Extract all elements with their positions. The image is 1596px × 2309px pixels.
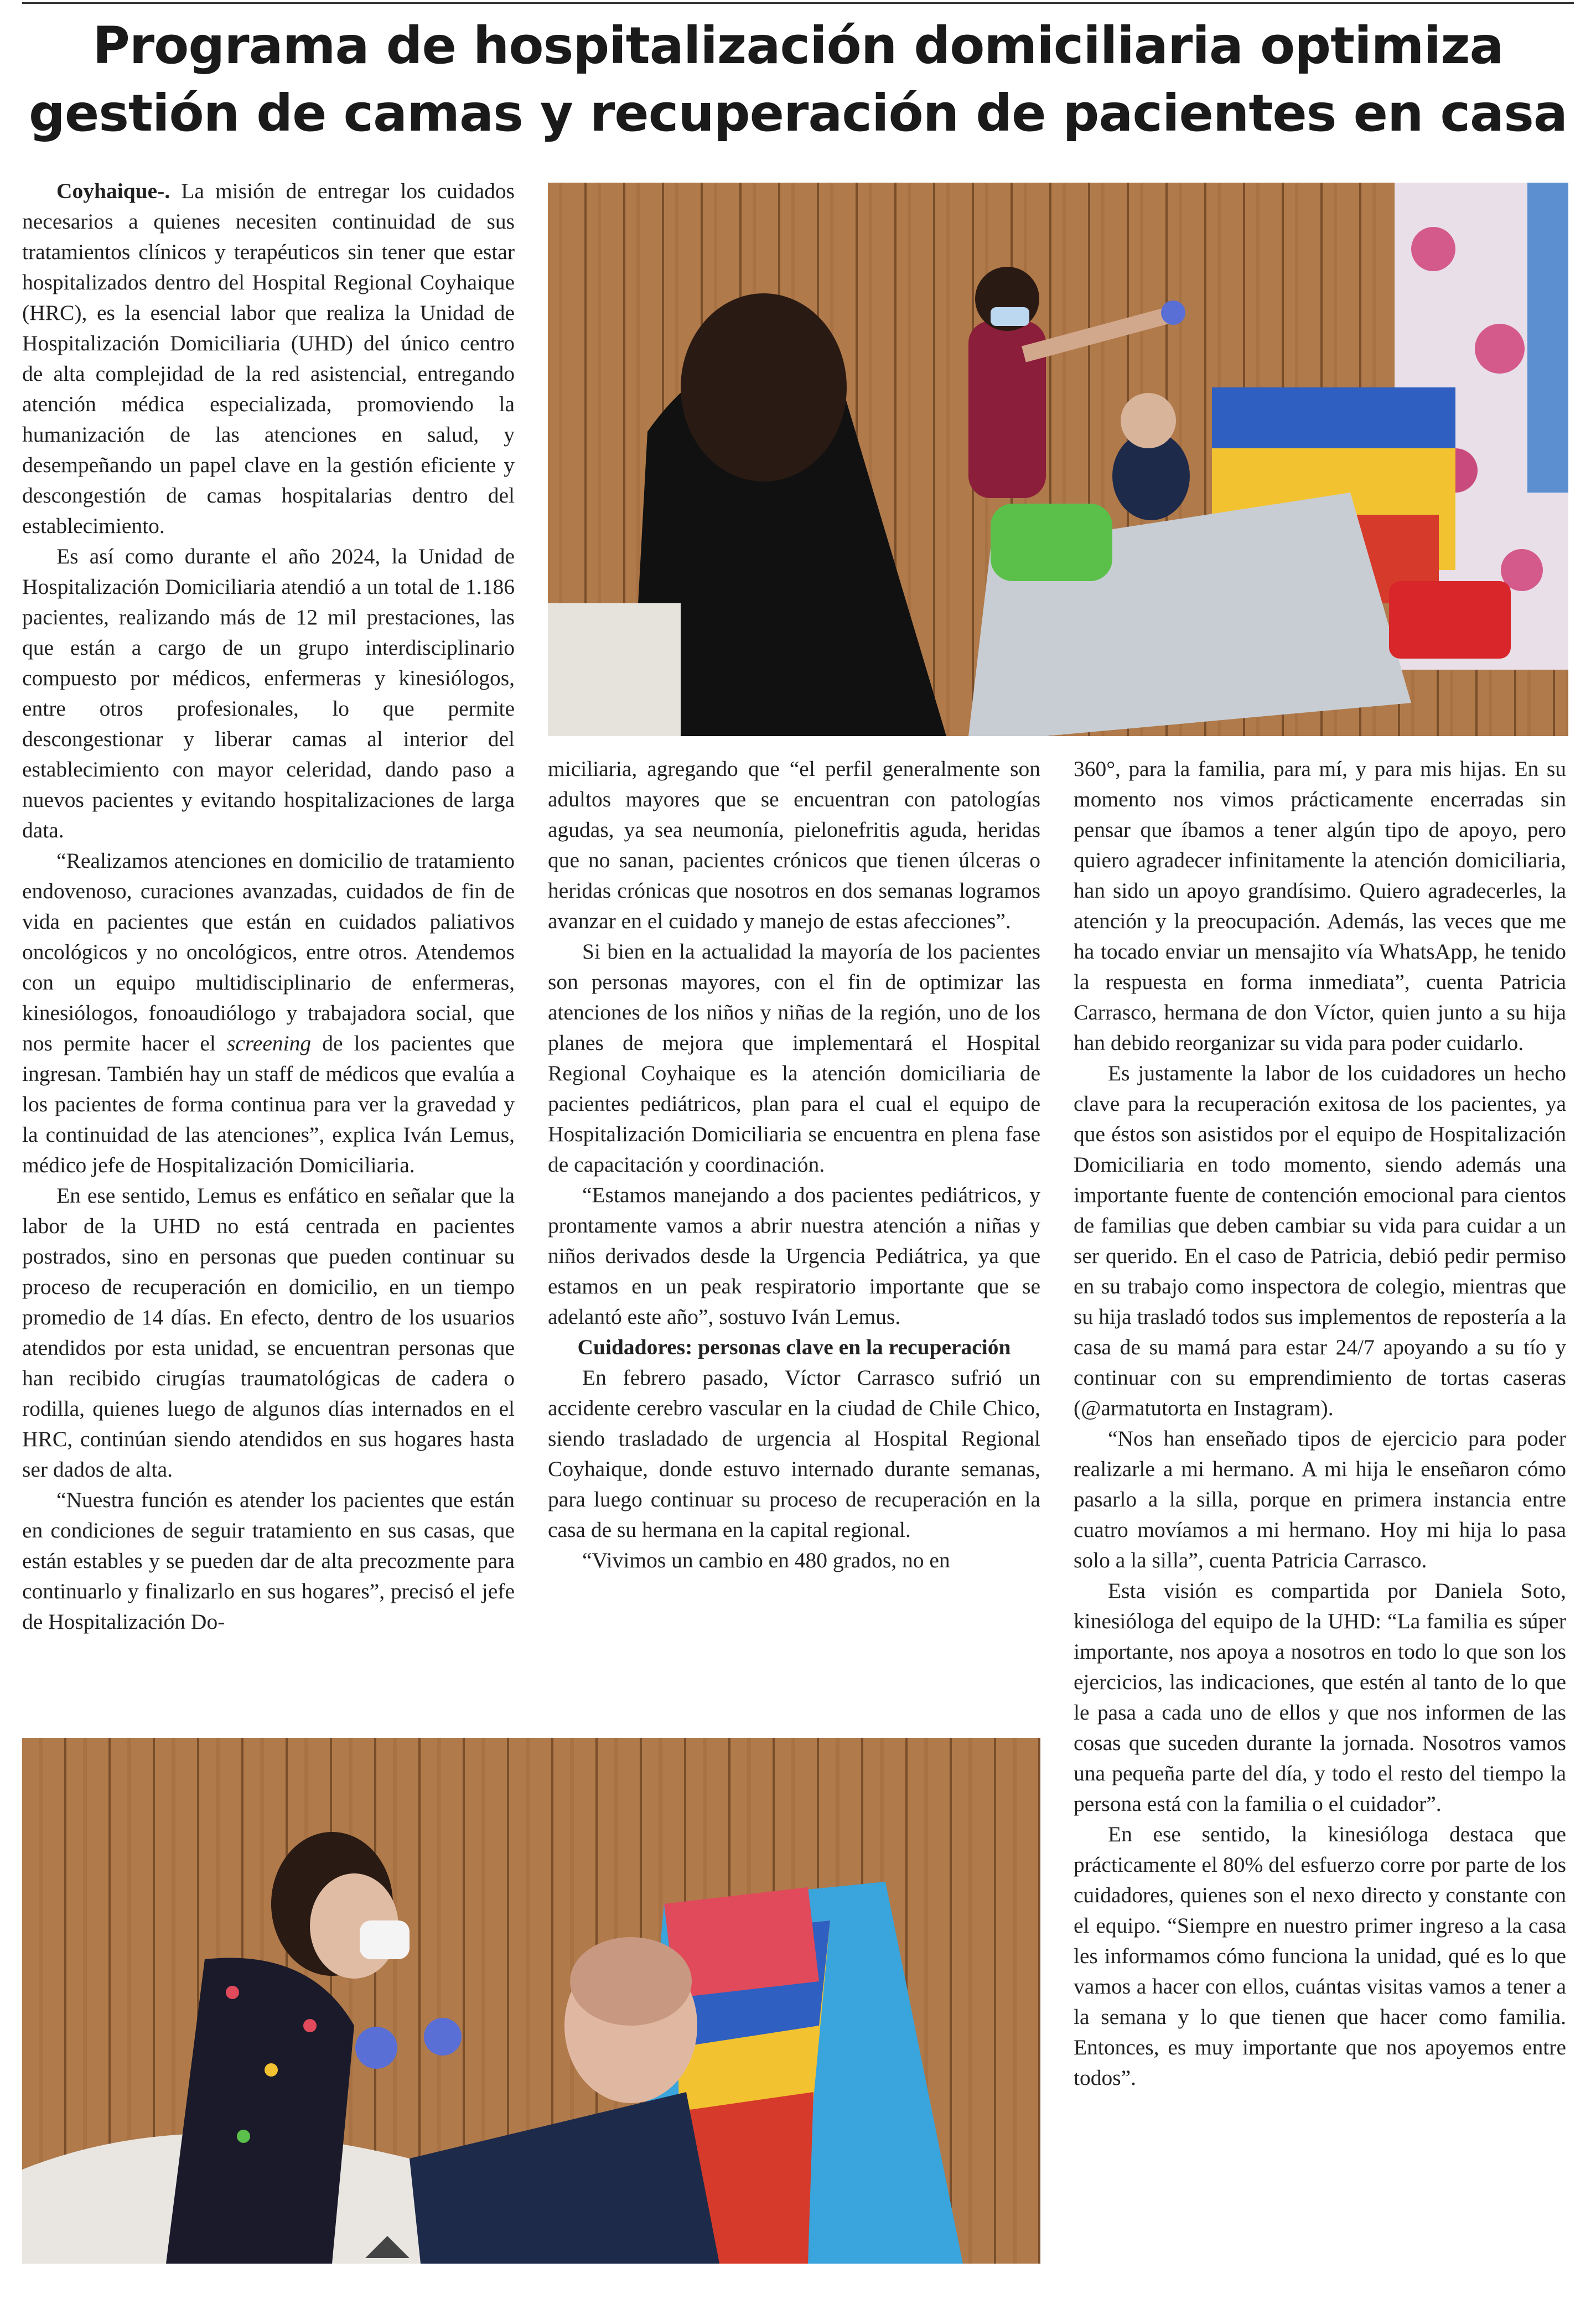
photo-home-care-session bbox=[548, 183, 1568, 736]
paragraph: Esta visión es compartida por Daniela Soto, kinesióloga del equipo de la UHD: “La familia es súper importante, nos apoya a nosotros en todo lo que son los ejercicios, las indicaciones, que estén al tanto de lo que le pasa a cada uno de ellos y que nos informen de las cosas que suceden durante la jornada. Nosotros vamos una pequeña parte del día, y todo el resto del tiempo la persona está con la familia o el cuidador”. bbox=[1074, 1578, 1566, 1816]
dateline: Coyhaique-. bbox=[56, 179, 170, 203]
article-column-2 bbox=[548, 754, 1040, 1576]
paragraph: “Realizamos atenciones en domicilio de tratamiento endovenoso, curaciones avanzadas, cuidados de fin de vida en pacientes que están en cuidados paliativos oncológicos y no oncológicos, entre otros. Atendemos con un equipo multidisciplinario de enfermeras, kinesiólogos, fonoaudiólogo y trabajadora social, que nos permite hacer el screening de los pacientes que ingresan. También hay un staff de médicos que evalúa a los pacientes de forma continua para ver la gravedad y la continuidad de las atenciones”, explica Iván Lemus, médico jefe de Hospitalización Domiciliaria. bbox=[22, 848, 515, 1177]
paragraph: miciliaria, agregando que “el perfil generalmente son adultos mayores que se encuentran con patologías agudas, ya sea neumonía, pielonefritis aguda, heridas que no sanan, pacientes crónicos que tienen úlceras o heridas crónicas que nosotros en dos semanas logramos avanzar en el cuidado y manejo de estas afecciones”. bbox=[548, 757, 1040, 933]
paragraph: Es justamente la labor de los cuidadores un hecho clave para la recuperación exitosa de los pacientes, ya que éstos son asistidos por el equipo de Hospitalización Domiciliaria en todo momento, siendo además una importante fuente de contención emocional para cientos de familias que deben cambiar su vida para cuidar a un ser querido. En el caso de Patricia, debió pedir permiso en su trabajo como inspectora de colegio, mientras que su hija trasladó todos sus implementos de repostería a la casa de su mamá para estar 24/7 apoyando a su tío y continuar con su emprendimiento de tortas caseras (@armatutorta en Instagram). bbox=[1074, 1061, 1566, 1420]
section-subhead: Cuidadores: personas clave en la recuperación bbox=[577, 1335, 1011, 1359]
nurse-patient-photo-illustration bbox=[22, 1738, 1040, 2264]
paragraph: “Nos han enseñado tipos de ejercicio para poder realizarle a mi hermano. A mi hija le enseñaron cómo pasarlo a la silla, porque en primera instancia entre cuatro movíamos a mi hermano. Hoy mi hija lo pasa solo a la silla”, cuenta Patricia Carrasco. bbox=[1074, 1426, 1566, 1572]
emphasis-screening: screening bbox=[227, 1031, 312, 1055]
photo-nurse-with-patient bbox=[22, 1738, 1040, 2264]
paragraph: En ese sentido, Lemus es enfático en señalar que la labor de la UHD no está centrada en pacientes postrados, sino en personas que pueden continuar su proceso de recuperación en domicilio, en un tiempo promedio de 14 días. En efecto, dentro de los usuarios atendidos por esta unidad, se encuentran personas que han recibido cirugías traumatológicas de cadera o rodilla, quienes luego de algunos días internados en el HRC, continúan siendo atendidos en sus hogares hasta ser dados de alta. bbox=[22, 1183, 515, 1482]
paragraph: Es así como durante el año 2024, la Unidad de Hospitalización Domiciliaria atendió a un total de 1.186 pacientes, realizando más de 12 mil prestaciones, las que están a cargo de un grupo interdisciplinario compuesto por médicos, enfermeras y kinesiólogos, entre otros profesionales, lo que permite descongestionar y liberar camas al interior del establecimiento con mayor celeridad, dando paso a nuevos pacientes y evitando hospitalizaciones de larga data. bbox=[22, 544, 515, 842]
paragraph: En ese sentido, la kinesióloga destaca que prácticamente el 80% del esfuerzo corre por parte de los cuidadores, quienes son el nexo directo y constante con el equipo. “Siempre en nuestro primer ingreso a la casa les informamos cómo funciona la unidad, qué es lo que vamos a hacer con ellos, cuántas visitas vamos a tener a la semana y lo que tienen que hacer como familia. Entonces, es muy importante que nos apoyemos entre todos”. bbox=[1074, 1822, 1566, 2090]
paragraph: En febrero pasado, Víctor Carrasco sufrió un accidente cerebro vascular en la ciudad de Chile Chico, siendo trasladado de urgencia al Hospital Regional Coyhaique, donde estuvo internado durante semanas, para luego continuar su proceso de recuperación en la casa de su hermana en la capital regional. bbox=[548, 1365, 1040, 1542]
headline-line-2: gestión de camas y recuperación de pacientes en casa bbox=[29, 84, 1567, 143]
paragraph: “Vivimos un cambio en 480 grados, no en bbox=[582, 1548, 950, 1572]
top-rule bbox=[22, 2, 1574, 4]
headline-line-1: Programa de hospitalización domiciliaria optimiza bbox=[92, 16, 1504, 75]
paragraph: 360°, para la familia, para mí, y para mis hijas. En su momento nos vimos prácticamente encerradas sin pensar que íbamos a tener algún tipo de apoyo, pero quiero agradecer infinitamente la atención domiciliaria, han sido un apoyo grandísimo. Quiero agradecerles, la atención y la preocupación. Además, las veces que me ha tocado enviar un mensajito vía WhatsApp, he tenido la respuesta en forma inmediata”, cuenta Patricia Carrasco, hermana de don Víctor, quien junto a su hija han debido reorganizar su vida para poder cuidarlo. bbox=[1074, 757, 1566, 1055]
article-column-1 bbox=[22, 176, 515, 1637]
paragraph: Si bien en la actualidad la mayoría de los pacientes son personas mayores, con el fin de optimizar las atenciones de los niños y niñas de la región, uno de los planes de mejora que implementará el Hospital Regional Coyhaique es la atención domiciliaria de pacientes pediátricos, plan para el cual el equipo de Hospitalización Domiciliaria se encuentra en plena fase de capacitación y coordinación. bbox=[548, 939, 1040, 1177]
paragraph: “Estamos manejando a dos pacientes pediátricos, y prontamente vamos a abrir nuestra atención a niñas y niños derivados desde la Urgencia Pediátrica, ya que estamos en un peak respiratorio importante que se adelantó este año”, sostuvo Iván Lemus. bbox=[548, 1183, 1040, 1329]
paragraph: Coyhaique-. La misión de entregar los cuidados necesarios a quienes necesiten continuidad de sus tratamientos clínicos y terapéuticos sin tener que estar hospitalizados dentro del Hospital Regional Coyhaique (HRC), es la esencial labor que realiza la Unidad de Hospitalización Domiciliaria (UHD) del único centro de alta complejidad de la red asistencial, entregando atención médica especializada, promoviendo la humanización de las atenciones en salud, y desempeñando un papel clave en la gestión eficiente y descongestión de camas hospitalarias dentro del establecimiento. bbox=[22, 179, 515, 538]
home-care-photo-illustration bbox=[548, 183, 1568, 736]
paragraph: “Nuestra función es atender los pacientes que están en condiciones de seguir tratamiento en sus casas, que están estables y se pueden dar de alta precozmente para continuarlo y finalizarlo en sus hogares”, precisó el jefe de Hospitalización Do- bbox=[22, 1488, 515, 1634]
article-column-3 bbox=[1074, 754, 1566, 2093]
headline bbox=[22, 12, 1574, 147]
